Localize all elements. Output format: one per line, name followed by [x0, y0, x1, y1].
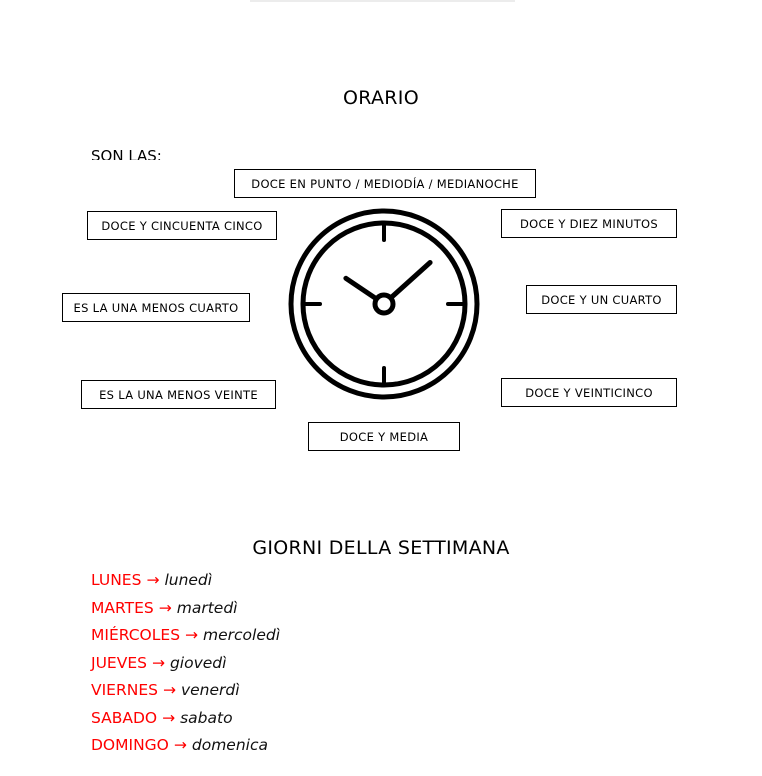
- list-item: [91, 706, 280, 734]
- day-italian: giovedì: [169, 653, 227, 672]
- label-half-past: DOCE Y MEDIA: [308, 422, 460, 451]
- arrow-icon: →: [146, 571, 160, 589]
- top-divider: [250, 0, 515, 2]
- list-item: [91, 651, 280, 679]
- day-italian: lunedì: [164, 571, 213, 589]
- day-spanish: SABADO: [91, 708, 158, 727]
- day-italian: sabato: [180, 708, 233, 727]
- list-item: [91, 733, 280, 761]
- day-spanish: DOMINGO: [91, 736, 169, 754]
- clock-center-pin: [375, 295, 393, 313]
- label-ten-past: DOCE Y DIEZ MINUTOS: [501, 209, 677, 238]
- label-noon: DOCE EN PUNTO / MEDIODÍA / MEDIANOCHE: [234, 169, 536, 198]
- label-quarter-to: ES LA UNA MENOS CUARTO: [62, 293, 250, 322]
- arrow-icon: →: [158, 598, 172, 617]
- days-list: [91, 568, 280, 761]
- day-spanish: MARTES: [91, 598, 154, 617]
- label-quarter-past: DOCE Y UN CUARTO: [526, 285, 677, 314]
- day-italian: venerdì: [180, 681, 240, 699]
- day-spanish: VIERNES: [91, 681, 158, 699]
- day-italian: mercoledì: [203, 626, 281, 644]
- label-five-to: DOCE Y CINCUENTA CINCO: [87, 211, 277, 240]
- list-item: [91, 596, 280, 624]
- list-item: [91, 568, 280, 596]
- day-spanish: JUEVES: [91, 653, 147, 672]
- arrow-icon: →: [185, 626, 199, 644]
- orario-heading: ORARIO: [343, 87, 419, 109]
- day-italian: martedì: [176, 598, 238, 617]
- arrow-icon: →: [162, 681, 176, 699]
- arrow-icon: →: [173, 736, 187, 754]
- list-item: [91, 623, 280, 651]
- day-spanish: LUNES: [91, 571, 142, 589]
- label-twenty-five-past: DOCE Y VEINTICINCO: [501, 378, 677, 407]
- son-las-label: SON LAS:: [91, 147, 162, 160]
- day-italian: domenica: [191, 736, 268, 754]
- label-twenty-to: ES LA UNA MENOS VEINTE: [81, 380, 276, 409]
- arrow-icon: →: [162, 708, 176, 727]
- giorni-heading: GIORNI DELLA SETTIMANA: [252, 537, 510, 559]
- arrow-icon: →: [151, 653, 165, 672]
- clock-icon: [286, 206, 482, 402]
- list-item: [91, 678, 280, 706]
- day-spanish: MIÉRCOLES: [91, 626, 181, 644]
